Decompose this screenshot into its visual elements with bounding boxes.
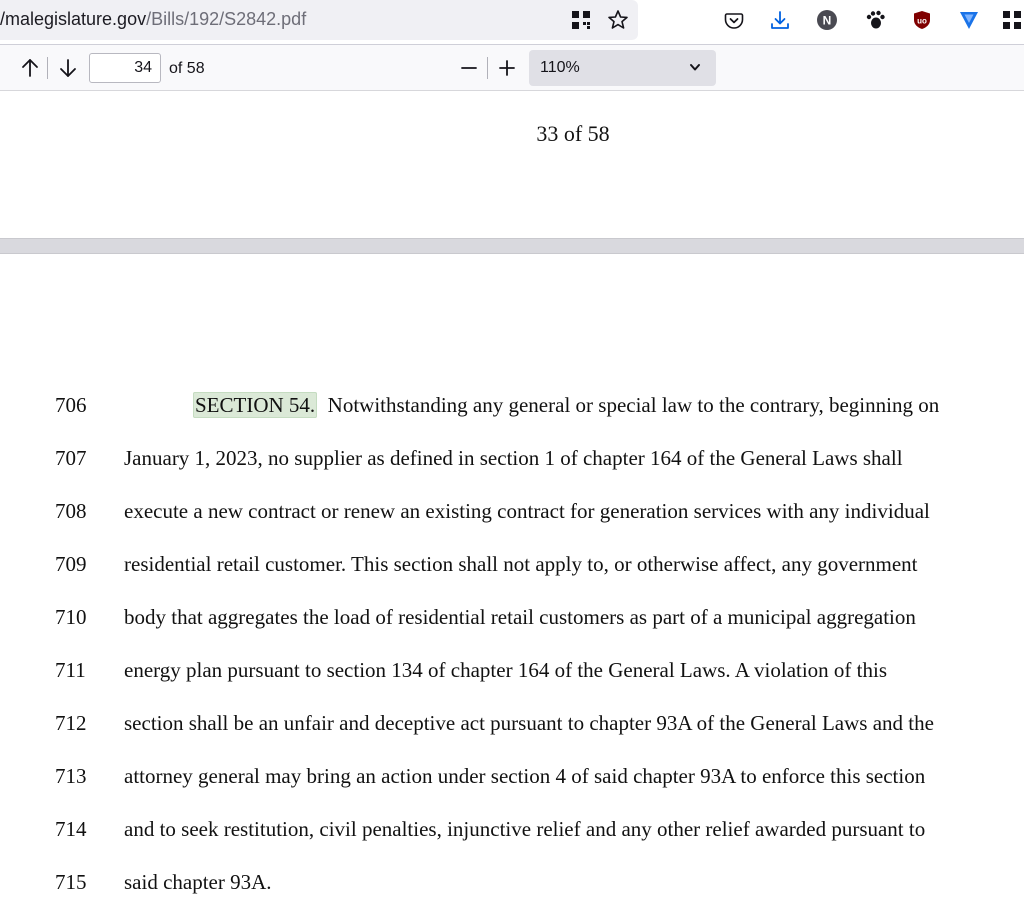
line-text: energy plan pursuant to section 134 of chapter 164 of the General Laws. A violation of this <box>124 658 888 682</box>
text-line <box>0 393 1024 423</box>
line-number: 710 <box>55 605 87 629</box>
pdf-viewer[interactable] <box>0 91 1024 900</box>
line-text: section shall be an unfair and deceptive act pursuant to chapter 93A of the General Laws and the <box>124 711 934 735</box>
text-line <box>0 870 1024 900</box>
next-page-button[interactable] <box>53 53 83 83</box>
zoom-select[interactable] <box>529 50 716 86</box>
page-separator <box>0 238 1024 254</box>
text-line <box>0 764 1024 794</box>
download-icon[interactable] <box>768 8 792 32</box>
text-line <box>0 658 1024 688</box>
previous-page-button[interactable] <box>15 53 45 83</box>
zoom-out-button[interactable] <box>454 53 484 83</box>
browser-url-bar <box>0 0 1024 44</box>
line-number: 712 <box>55 711 87 735</box>
plus-icon <box>497 58 517 78</box>
qr-code-icon[interactable] <box>569 8 593 32</box>
page-footer: 33 of 58 <box>536 121 610 146</box>
toolbar-separator <box>47 57 48 79</box>
url-path: /Bills/192/S2842.pdf <box>146 9 307 29</box>
text-line <box>0 552 1024 582</box>
extension-paw-icon[interactable] <box>863 8 887 32</box>
line-number: 709 <box>55 552 87 576</box>
line-text <box>193 393 939 418</box>
line-text: execute a new contract or renew an existing contract for generation services with any individual <box>124 499 930 523</box>
url-text[interactable] <box>0 9 306 30</box>
minus-icon <box>459 58 479 78</box>
line-number: 713 <box>55 764 87 788</box>
line-text: January 1, 2023, no supplier as defined in section 1 of chapter 164 of the General Laws shall <box>124 446 903 470</box>
page-count-label: of 58 <box>169 60 205 77</box>
toolbar-separator <box>487 57 488 79</box>
line-number: 715 <box>55 870 87 894</box>
extension-v-icon[interactable] <box>957 8 981 32</box>
zoom-value: 110% <box>540 59 580 76</box>
line-text: said chapter 93A. <box>124 870 272 894</box>
line-number: 707 <box>55 446 87 470</box>
page-number-input[interactable] <box>89 53 161 83</box>
text-line <box>0 446 1024 476</box>
bookmark-star-icon[interactable] <box>606 8 630 32</box>
line-number: 711 <box>55 658 86 682</box>
line-number: 708 <box>55 499 87 523</box>
arrow-down-icon <box>57 57 79 79</box>
arrow-up-icon <box>19 57 41 79</box>
extension-n-icon[interactable] <box>815 8 839 32</box>
text-line <box>0 605 1024 635</box>
pdf-toolbar <box>0 45 1024 91</box>
text-line <box>0 499 1024 529</box>
text-line <box>0 711 1024 741</box>
line-content: Notwithstanding any general or special law to the contrary, beginning on <box>327 393 940 417</box>
line-text: residential retail customer. This section shall not apply to, or otherwise affect, any government <box>124 552 918 576</box>
line-number: 714 <box>55 817 87 841</box>
ublock-icon[interactable] <box>910 8 934 32</box>
line-number: 706 <box>55 393 87 417</box>
line-text: and to seek restitution, civil penalties, injunctive relief and any other relief awarded pursuant to <box>124 817 926 841</box>
extensions-grid-icon[interactable] <box>1000 8 1024 32</box>
url-domain: /malegislature.gov <box>0 9 147 29</box>
svg-text:uo: uo <box>917 16 927 26</box>
text-line <box>0 817 1024 847</box>
line-text: attorney general may bring an action under section 4 of said chapter 93A to enforce this section <box>124 764 926 788</box>
address-field[interactable] <box>0 0 638 40</box>
zoom-in-button[interactable] <box>492 53 522 83</box>
chevron-down-icon <box>688 60 702 79</box>
section-heading-highlight: SECTION 54. <box>195 393 316 417</box>
pocket-icon[interactable] <box>722 8 746 32</box>
svg-text:N: N <box>822 13 832 28</box>
line-text: body that aggregates the load of residential retail customers as part of a municipal aggregation <box>124 605 916 629</box>
